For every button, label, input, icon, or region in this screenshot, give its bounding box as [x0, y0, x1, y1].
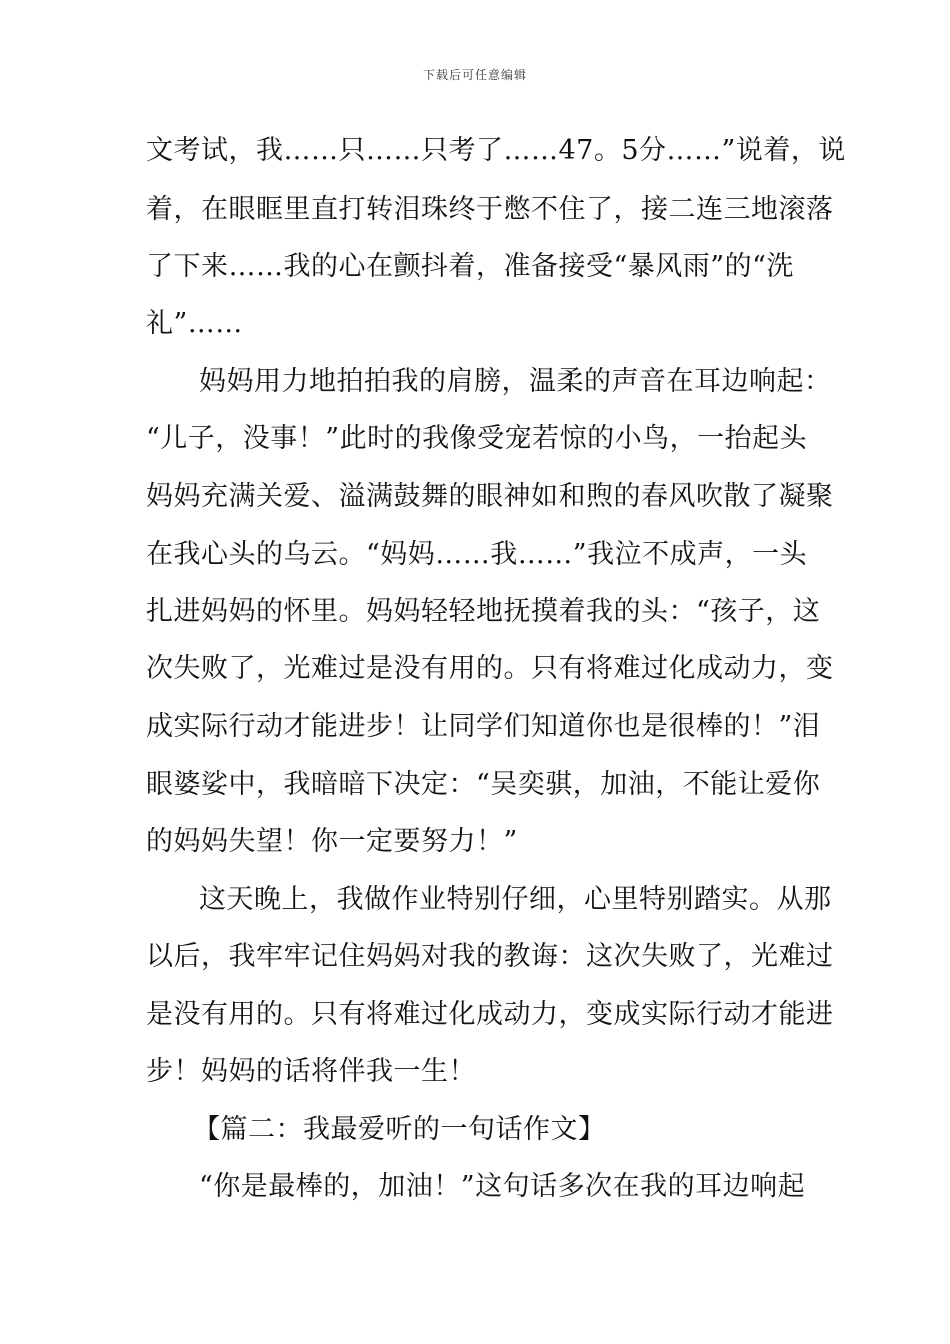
text-line: 扎进妈妈的怀里。妈妈轻轻地抚摸着我的头：“孩子，这 — [146, 596, 821, 627]
text-line: 在我心头的乌云。“妈妈……我……”我泣不成声，一头 — [146, 539, 808, 570]
text-line: 成实际行动才能进步！让同学们知道你也是很棒的！”泪 — [146, 711, 821, 742]
text-line: 是没有用的。只有将难过化成动力，变成实际行动才能进 — [146, 999, 834, 1030]
section-heading: 【篇二：我最爱听的一句话作文】 — [193, 1114, 606, 1145]
text-line: 妈妈充满关爱、溢满鼓舞的眼神如和煦的春风吹散了凝聚 — [146, 481, 834, 512]
text-line: 文考试，我……只……只考了……47。5分……”说着，说 — [146, 135, 846, 166]
text-line: 步！妈妈的话将伴我一生！ — [146, 1056, 476, 1087]
text-line: 的妈妈失望！你一定要努力！” — [146, 826, 518, 857]
text-line: 礼”…… — [146, 308, 243, 339]
paragraph-first-line: 妈妈用力地拍拍我的肩膀，温柔的声音在耳边响起： — [199, 366, 832, 397]
text-line: 眼婆娑中，我暗暗下决定：“吴奕骐，加油，不能让爱你 — [146, 769, 821, 800]
text-line: 以后，我牢牢记住妈妈对我的教诲：这次失败了，光难过 — [146, 941, 834, 972]
text-line: 了下来……我的心在颤抖着，准备接受“暴风雨”的“洗 — [146, 251, 794, 282]
page-header: 下载后可任意编辑 — [422, 68, 527, 82]
paragraph-first-line: 这天晚上，我做作业特别仔细，心里特别踏实。从那 — [199, 884, 832, 915]
text-line: 着，在眼眶里直打转泪珠终于憋不住了，接二连三地滚落 — [146, 194, 834, 225]
text-line: “儿子，没事！”此时的我像受宠若惊的小鸟，一抬起头 — [146, 423, 808, 454]
text-line: 次失败了，光难过是没有用的。只有将难过化成动力，变 — [146, 653, 834, 684]
paragraph-first-line: “你是最棒的，加油！”这句话多次在我的耳边响起 — [199, 1171, 806, 1202]
